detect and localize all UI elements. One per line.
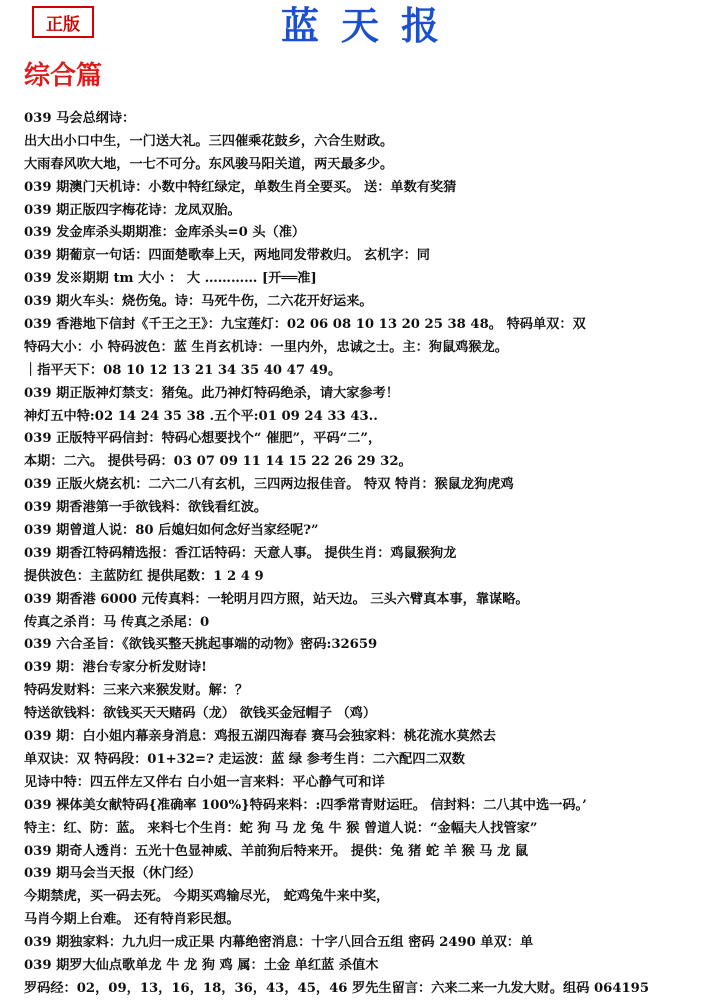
text-line: 039 期香江特码精选报：香江话特码：天意人事。 提供生肖：鸡鼠猴狗龙 <box>24 545 457 561</box>
text-line: 出大出小口中生，一门送大礼。三四催乘花鼓乡，六合生财政。 <box>24 133 394 149</box>
text-line: 神灯五中特:02 14 24 35 38 .五个平:01 09 24 33 43.. <box>24 408 378 424</box>
text-line: 039 六合圣旨：《欲钱买整天挑起事端的动物》密码:32659 <box>24 637 378 653</box>
text-line: 039 马会总纲诗： <box>24 111 136 126</box>
text-line: 见诗中特：四五伴左又伴右 白小姐一言来料：平心静气可和详 <box>24 774 385 790</box>
section-title: 综合篇 <box>24 61 103 91</box>
text-line: 039 正版火烧玄机：二六二八有玄机，三四两边报佳音。 特双 特肖：猴鼠龙狗虎鸡 <box>24 477 514 493</box>
text-line: 特码发财料：三来六来猴发财。解：？ <box>24 683 249 699</box>
text-line: 039 裸体美女献特码{准确率 100%}特码来料：:四季常青财运旺。 信封料：二八其中选一码。’ <box>24 797 587 813</box>
text-line: 039 期奇人透肖：五光十色显神威、羊前狗后特来开。 提供：兔 猪 蛇 羊 猴 马 龙 鼠 <box>24 843 529 859</box>
text-line: 039 期香港 6000 元传真料：一轮明月四方照，站天边。 三头六臂真本事，靠谋略。 <box>24 591 529 607</box>
text-line: 039 期马会当天报（休门经） <box>24 866 202 882</box>
article-body <box>24 108 714 1001</box>
text-line: 大雨春风吹大地，一七不可分。东风骏马阳关道，两天最多少。 <box>24 156 394 172</box>
text-line: 039 期正版神灯禁支：猪兔。此乃神灯特码绝杀，请大家参考！ <box>24 385 399 401</box>
text-line: 马肖今期上台难。 还有特肖彩民想。 <box>24 912 240 928</box>
text-line: 039 期澳门天机诗：小数中特红绿定，单数生肖全要买。 送：单数有奖猜 <box>24 179 457 195</box>
text-line: 039 期正版四字梅花诗：龙凤双胎。 <box>24 202 241 218</box>
text-line: 039 期香港第一手欲钱料：欲钱看红波。 <box>24 500 268 516</box>
text-line: 特码大小：小 特码波色：蓝 生肖玄机诗：一里内外，忠诚之士。主：狗鼠鸡猴龙。 <box>24 339 508 355</box>
text-line: ｜指平天下：08 10 12 13 21 34 35 40 47 49。 <box>24 362 342 378</box>
text-line: 039 发金库杀头期期准：金库杀头=0 头（准） <box>24 225 306 241</box>
text-line: 特主：红、防：蓝。 来料七个生肖：蛇 狗 马 龙 兔 牛 猴 曾道人说：“金幅夫人找管家” <box>24 820 538 836</box>
text-line: 039 期罗大仙点歌单龙 牛 龙 狗 鸡 属：土金 单红蓝 杀值木 <box>24 957 379 973</box>
text-line: 039 期独家料：九九归一成正果 内幕绝密消息：十字八回合五组 密码 2490 单双：单 <box>24 935 534 951</box>
text-line: 039 期曾道人说：80 后媳妇如何念好当家经呢?” <box>24 523 319 539</box>
edition-badge: 正版 <box>32 6 94 38</box>
text-line: 本期：二六。 提供号码：03 07 09 11 14 15 22 26 29 32。 <box>24 454 412 470</box>
text-line: 今期禁虎，买一码去死。 今期买鸡输尽光， 蛇鸡兔牛来中奖， <box>24 889 390 905</box>
text-line: 单双诀：双 特码段：01+32=? 走运波：蓝 绿 参考生肖：二六配四二双数 <box>24 751 465 767</box>
text-line: 039 期：港台专家分析发财诗! <box>24 660 207 676</box>
text-line: 传真之杀肖：马 传真之杀尾：0 <box>24 614 210 630</box>
text-line: 039 期火车头：烧伤兔。诗：马死牛伤，二六花开好运来。 <box>24 294 373 310</box>
text-line: 039 期：白小姐内幕亲身消息：鸡报五湖四海春 赛马会独家料：桃花流水莫然去 <box>24 729 496 745</box>
text-line: 特送欲钱料：欲钱买天天赌码（龙） 欲钱买金冠帽子 （鸡） <box>24 706 377 722</box>
text-line: 提供波色：主蓝防红 提供尾数：1 2 4 9 <box>24 568 264 584</box>
text-line: 039 发※期期 tm 大小 ： 大 ………… [开══准] <box>24 271 317 287</box>
text-line: 039 正版特平码信封：特码心想要找个“ 催肥”，平码“二”， <box>24 431 382 447</box>
text-line: 039 香港地下信封《千王之王》：九宝莲灯：02 06 08 10 13 20 25 38 48。 特码单双：双 <box>24 317 586 333</box>
text-line: 039 期葡京一句话：四面楚歌奉上天，两地同发带救归。 玄机字：同 <box>24 248 430 264</box>
text-line: 罗码经：02，09，13，16，18，36，43，45，46 罗先生留言：六来二来一九发大财。组码 064195 <box>24 980 650 996</box>
masthead-title: 蓝天报 <box>280 3 461 48</box>
